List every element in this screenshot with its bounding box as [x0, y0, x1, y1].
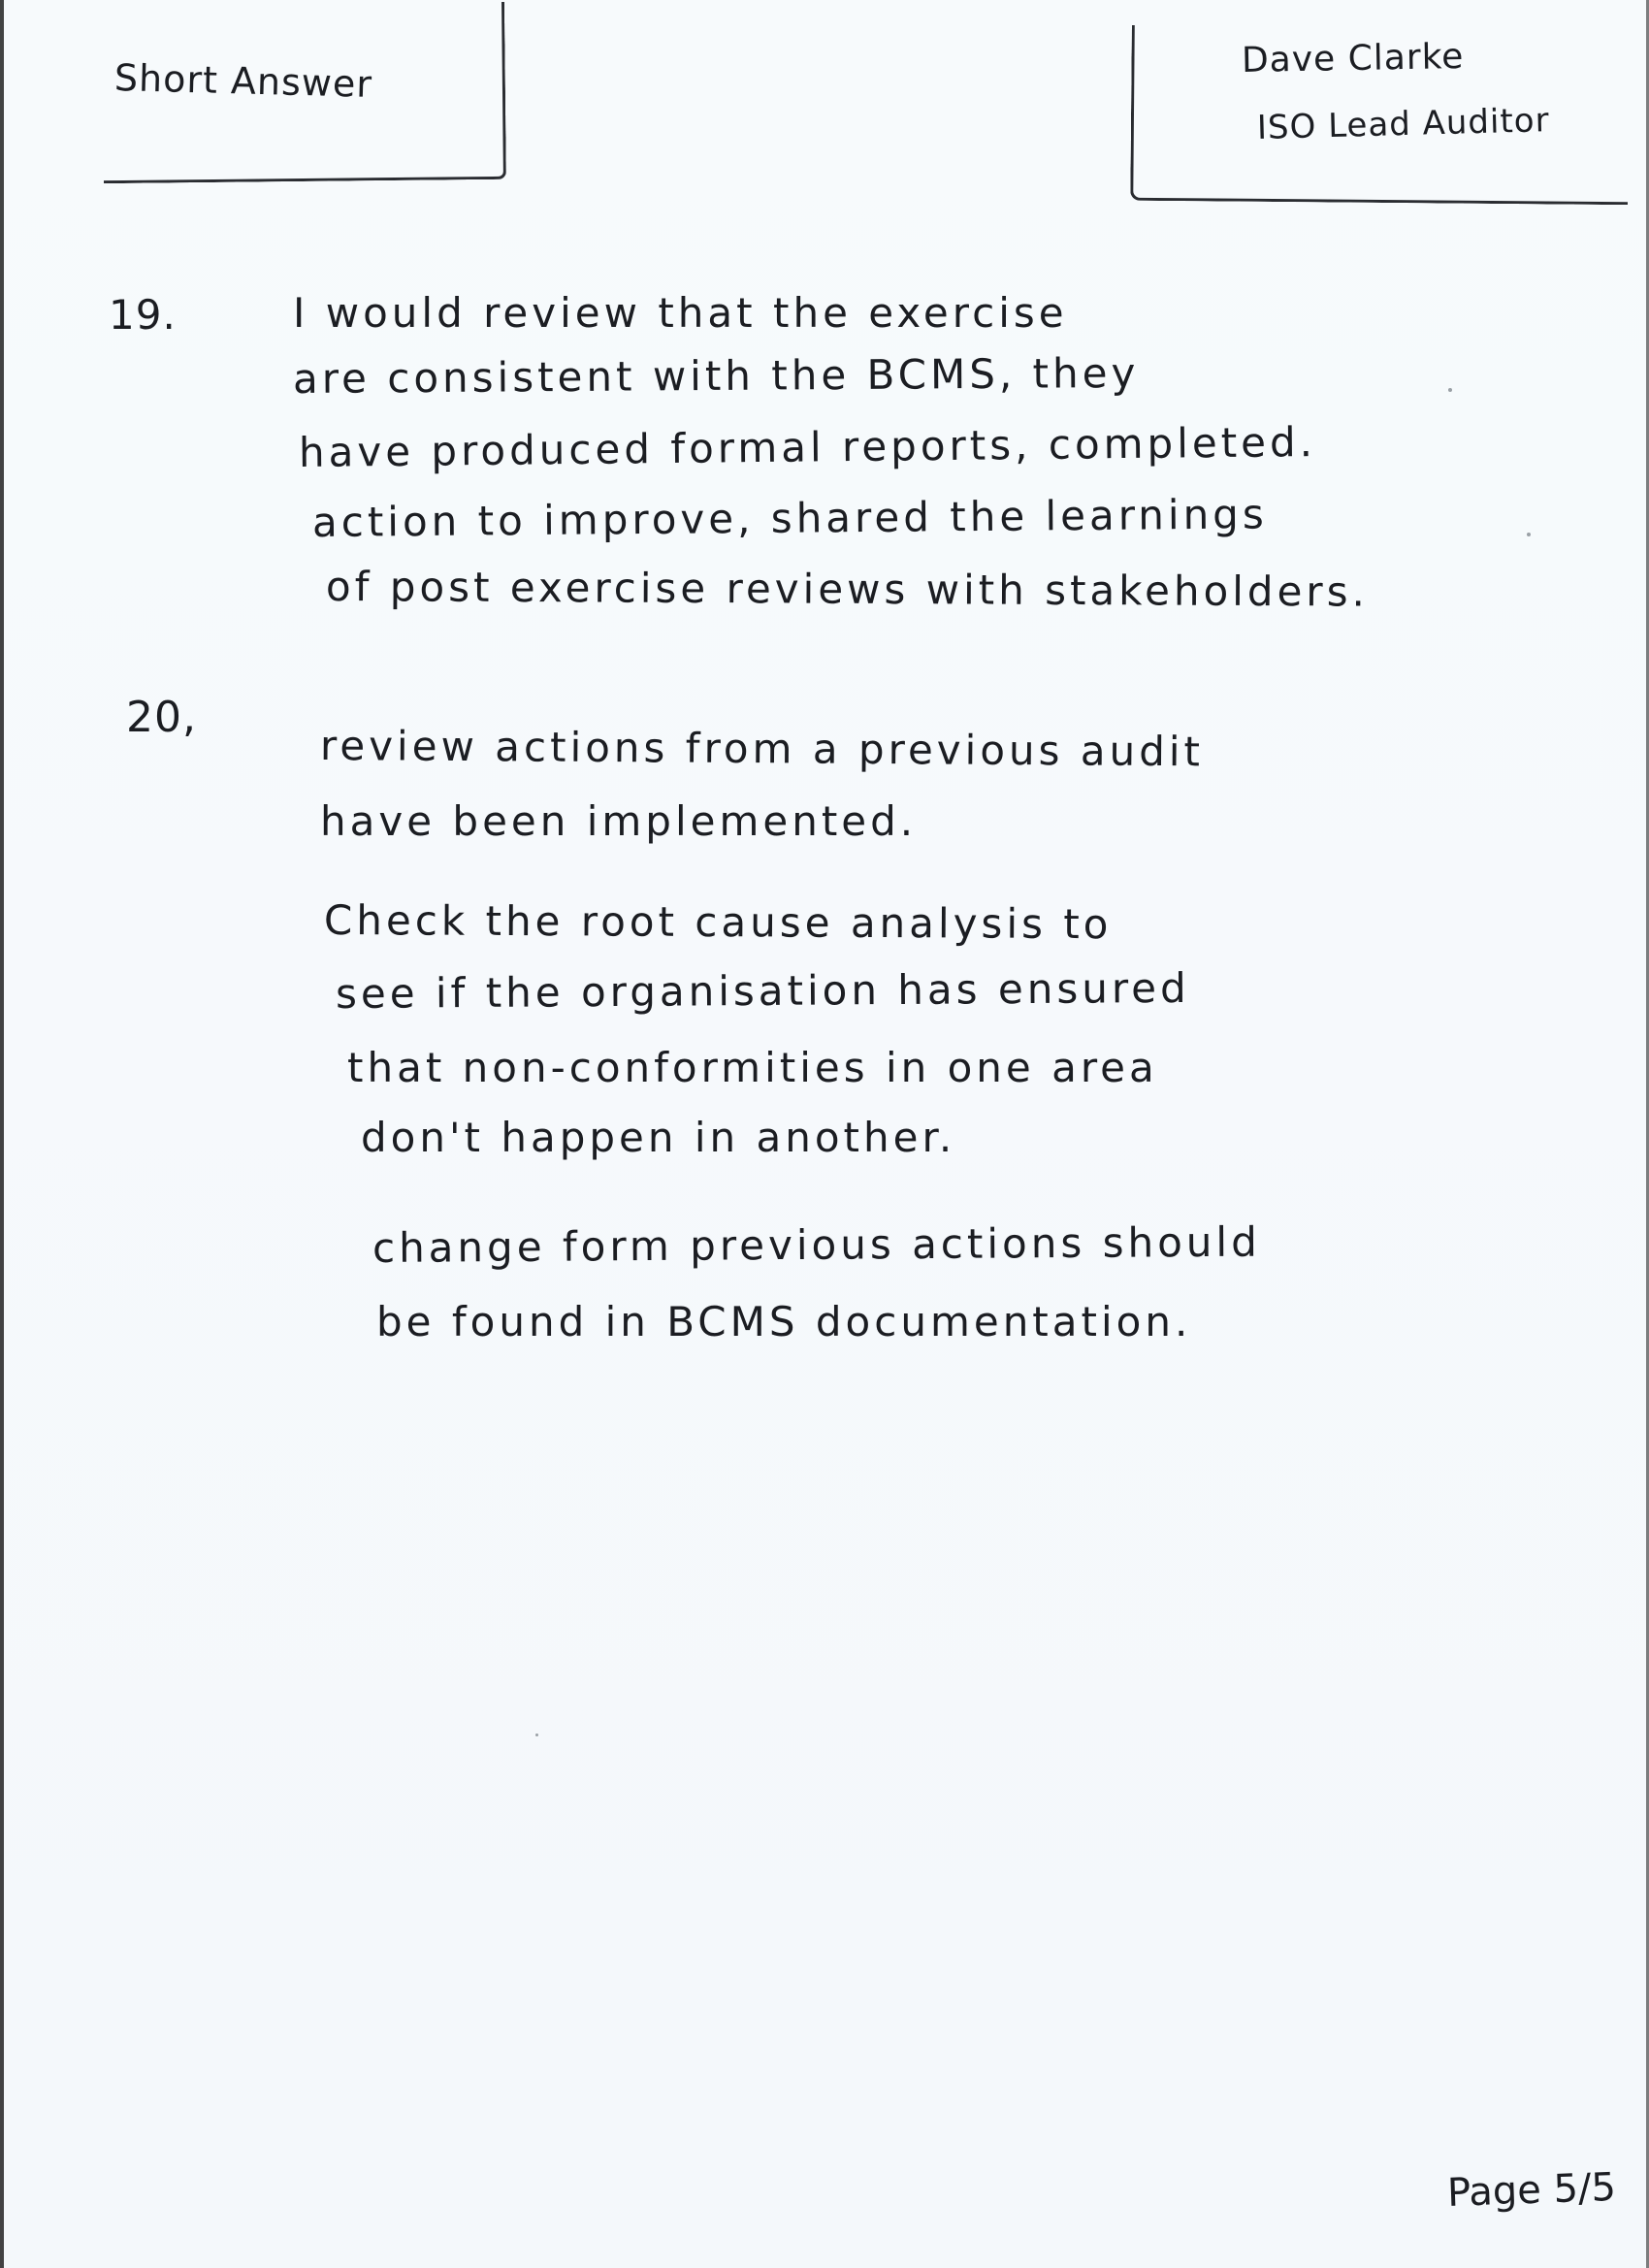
scan-speck: [535, 1733, 538, 1736]
answer-line: have produced formal reports, completed.: [298, 418, 1317, 476]
answer-line: see if the organisation has ensured: [335, 963, 1190, 1018]
answer-line: Check the root cause analysis to: [323, 896, 1113, 949]
answer-line: I would review that the exercise: [293, 289, 1068, 337]
answer-line: of post exercise reviews with stakeholders.: [325, 563, 1370, 616]
answer-line: review actions from a previous audit: [319, 722, 1205, 776]
page-number: Page 5/5: [1446, 2164, 1617, 2216]
candidate-name: Dave Clarke: [1241, 36, 1465, 81]
answer-number: 19.: [109, 291, 177, 339]
scan-speck: [1527, 533, 1531, 536]
answer-line: don't happen in another.: [361, 1114, 956, 1161]
scan-speck: [1448, 388, 1452, 392]
answer-line: be found in BCMS documentation.: [376, 1298, 1192, 1345]
short-answer-label: Short Answer: [113, 56, 373, 106]
answer-line: action to improve, shared the learnings: [311, 490, 1268, 546]
candidate-role: ISO Lead Auditor: [1256, 101, 1551, 147]
answer-line: that non-conformities in one area: [347, 1044, 1158, 1091]
answer-line: change form previous actions should: [372, 1217, 1261, 1272]
answer-line: have been implemented.: [320, 797, 918, 845]
scan-edge-left: [0, 0, 4, 2268]
answer-line: are consistent with the BCMS, they: [292, 348, 1140, 403]
answer-number: 20,: [126, 693, 197, 742]
